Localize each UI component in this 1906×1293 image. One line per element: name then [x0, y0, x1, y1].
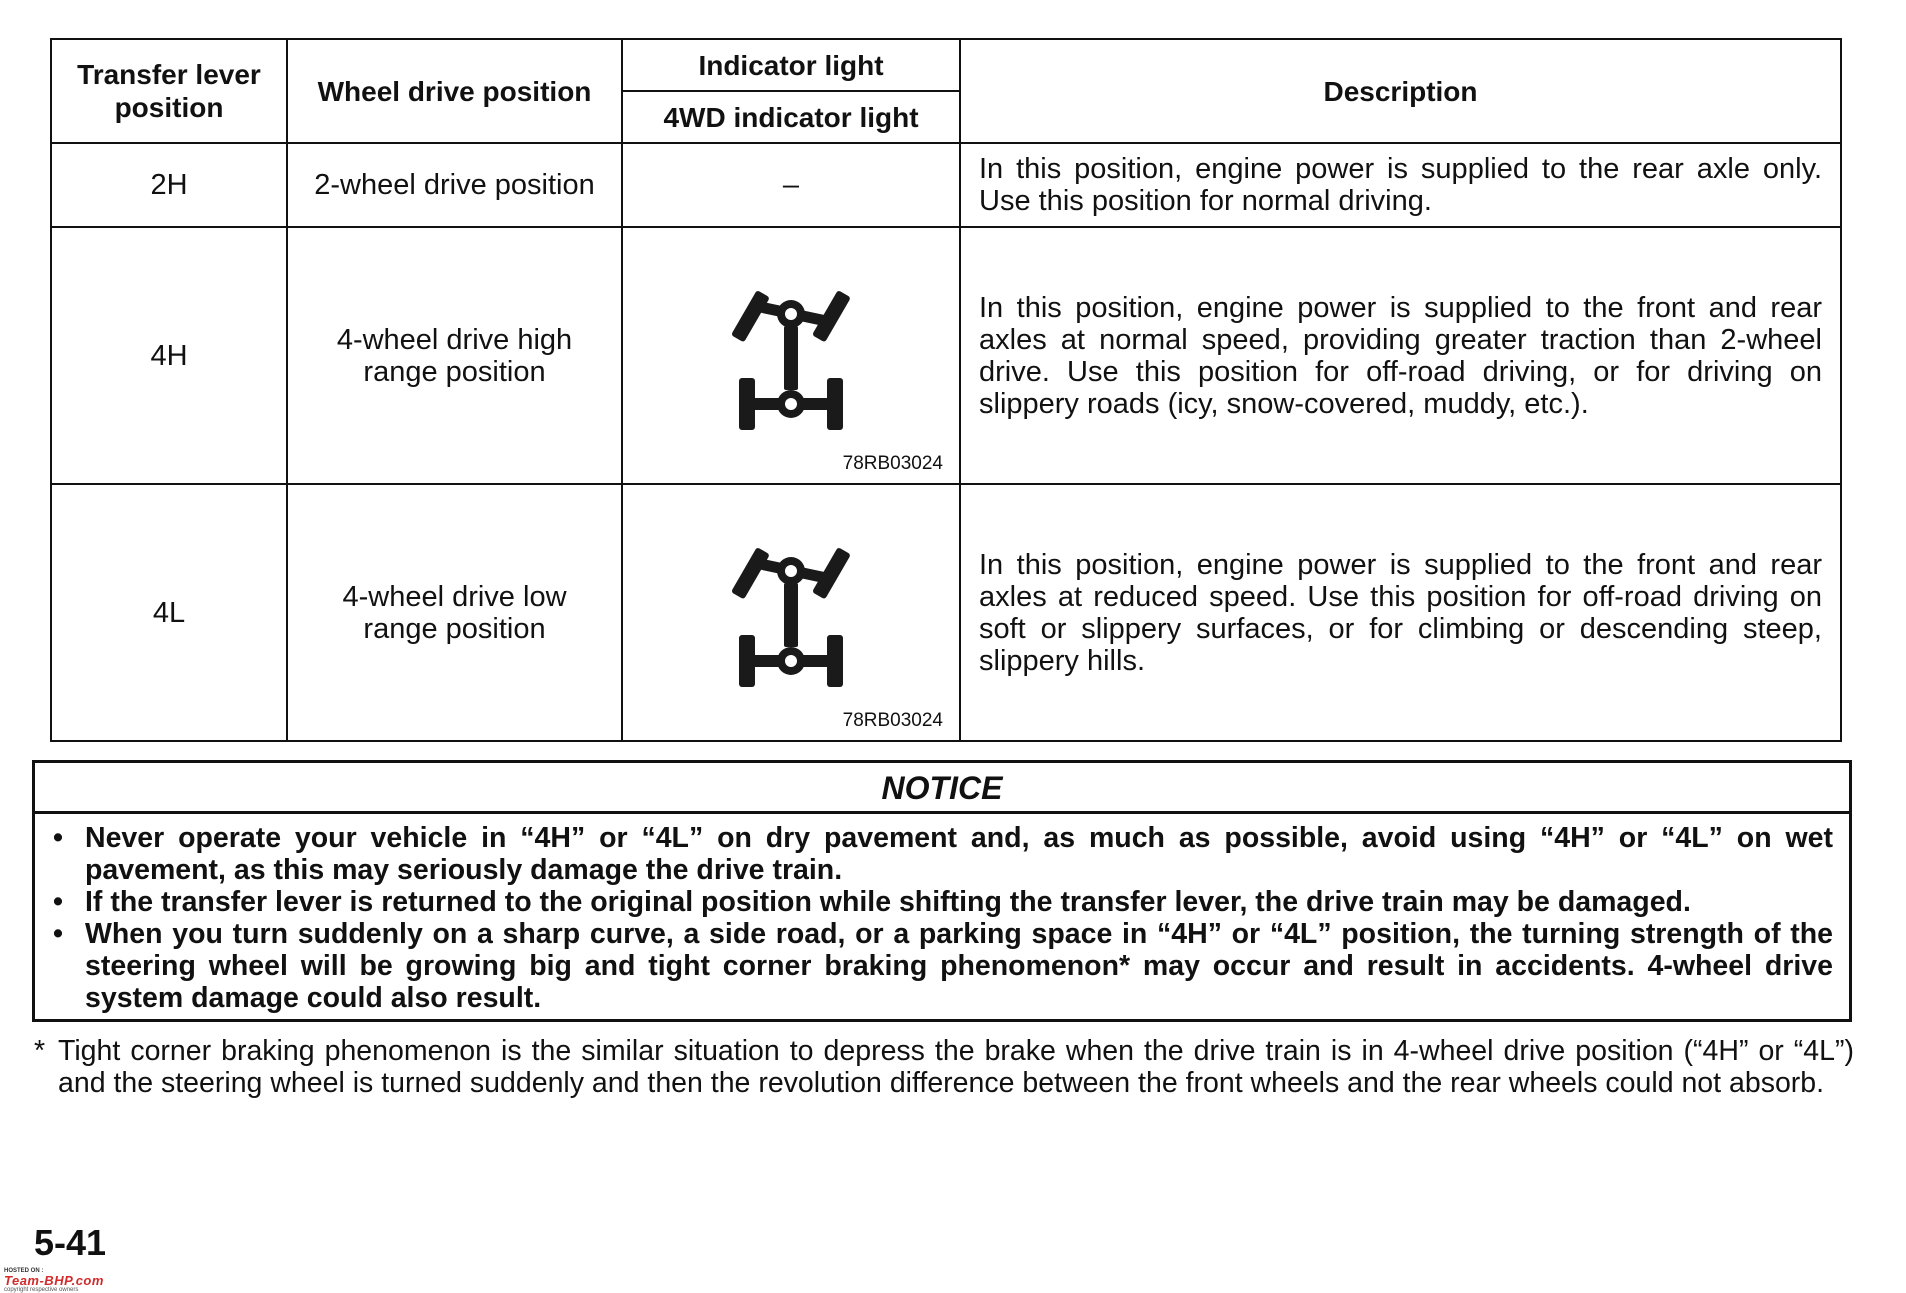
4wd-indicator-icon — [731, 535, 851, 690]
team-bhp-watermark — [4, 1268, 194, 1293]
indicator-cell — [622, 484, 960, 741]
footnote-mark: * — [34, 1035, 46, 1067]
notice-box — [32, 760, 1852, 1022]
watermark-copyright: copyright respective owners — [4, 1287, 79, 1293]
notice-title: NOTICE — [35, 763, 1849, 814]
header-indicator-light: Indicator light — [622, 39, 960, 91]
header-description: Description — [960, 39, 1841, 143]
indicator-cell — [622, 227, 960, 484]
header-wheel-drive: Wheel drive position — [287, 39, 622, 143]
notice-item: • If the transfer lever is returned to the original position while shifting the transfer lever, the drive train may be damaged. — [85, 886, 1833, 918]
table-row — [51, 227, 1841, 484]
4wd-indicator-icon — [731, 278, 851, 433]
wheel-drive-cell — [287, 227, 622, 484]
wheel-drive-position: 4-wheel drive high range position — [336, 323, 573, 388]
table-row — [51, 143, 1841, 227]
notice-list — [35, 822, 1849, 1014]
notice-item: • When you turn suddenly on a sharp curve, a side road, or a parking space in “4H” or “4L” position, the turning strength of the steering wheel will be growing big and tight corner braking phenomenon* may occur and result in accidents. 4-wheel drive system damage could also result. — [85, 918, 1833, 1014]
header-transfer-lever: Transfer lever position — [51, 39, 287, 143]
description: In this position, engine power is supplied to the front and rear axles at reduced speed. Use this position for off-road driving on soft or slippery surfaces, or for climbing or descending steep, slippery hills. — [960, 484, 1841, 741]
figure-id: 78RB03024 — [842, 453, 943, 474]
footnote — [34, 1035, 1854, 1099]
wheel-drive-position: 4-wheel drive low range position — [342, 580, 567, 645]
table-row — [51, 484, 1841, 741]
watermark-brand: Team-BHP.com — [4, 1273, 104, 1288]
watermark-hosted-on: HOSTED ON : — [4, 1268, 44, 1274]
lever-position: 4L — [51, 484, 287, 741]
figure-id: 78RB03024 — [842, 710, 943, 731]
indicator-none: – — [622, 143, 960, 227]
description: In this position, engine power is supplied to the front and rear axles at normal speed, providing greater traction than 2-wheel drive. Use this position for off-road driving, or for driving on slippery roads (icy, snow-covered, muddy, etc.). — [960, 227, 1841, 484]
lever-position: 2H — [51, 143, 287, 227]
drive-position-table — [50, 38, 1842, 742]
footnote-text: Tight corner braking phenomenon is the similar situation to depress the brake when the drive train is in 4-wheel drive position (“4H” or “4L”) and the steering wheel is turned suddenly and then the revolution difference between the front wheels and the rear wheels could not absorb. — [58, 1035, 1854, 1099]
description: In this position, engine power is supplied to the rear axle only. Use this position for normal driving. — [960, 143, 1841, 227]
notice-item: • Never operate your vehicle in “4H” or “4L” on dry pavement and, as much as possible, avoid using “4H” or “4L” on wet pavement, as this may seriously damage the drive train. — [85, 822, 1833, 886]
wheel-drive-position: 2-wheel drive position — [287, 143, 622, 227]
header-4wd-indicator: 4WD indicator light — [622, 91, 960, 143]
wheel-drive-cell — [287, 484, 622, 741]
page-number: 5-41 — [34, 1222, 107, 1263]
lever-position: 4H — [51, 227, 287, 484]
